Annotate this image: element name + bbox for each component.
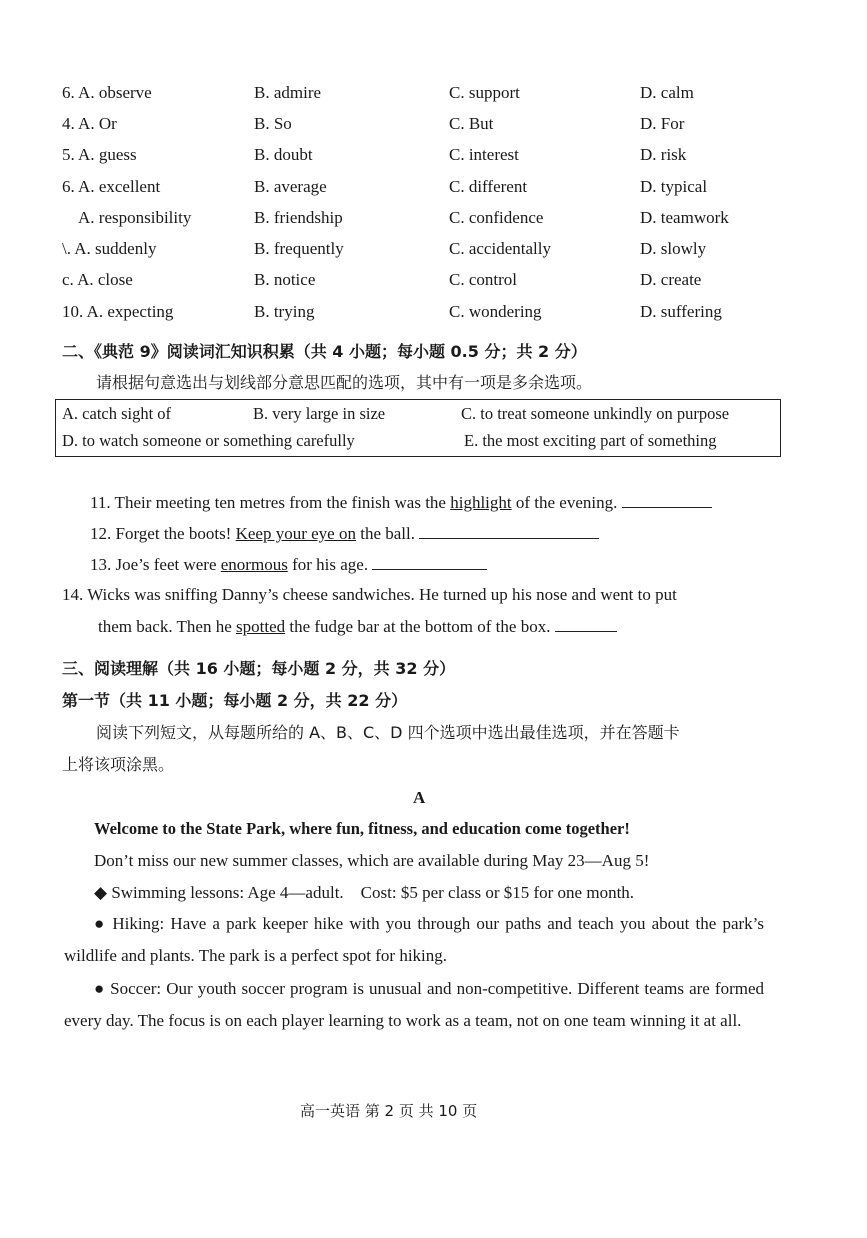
- option-row-10: [62, 299, 782, 325]
- option-c: C. different: [449, 177, 528, 196]
- question-text: 13. Joe’s feet were: [90, 555, 221, 574]
- option-a: 5. A. guess: [62, 145, 137, 164]
- question-text: 11. Their meeting ten metres from the finish was the: [90, 493, 451, 512]
- question-text: the ball.: [355, 524, 415, 543]
- passage-swimming: ◆ Swimming lessons: Age 4—adult. Cost: $5 per class or $15 for one month.: [94, 883, 635, 902]
- option-b: B. friendship: [254, 208, 343, 227]
- word-bank-d: D. to watch someone or something carefully: [62, 431, 355, 450]
- option-a: 10. A. expecting: [62, 302, 174, 321]
- option-row-8: [62, 236, 782, 262]
- section-3-heading: 三、阅读理解（共 16 小题；每小题 2 分，共 32 分）: [62, 659, 456, 678]
- option-c: C. control: [449, 270, 517, 289]
- page-footer: 高一英语 第 2 页 共 10 页: [300, 1102, 478, 1120]
- option-b: B. average: [254, 177, 327, 196]
- answer-blank[interactable]: [555, 613, 617, 632]
- word-bank-b: B. very large in size: [253, 404, 386, 423]
- option-b: B. doubt: [254, 145, 313, 164]
- word-bank-box: [55, 399, 781, 457]
- option-d: D. risk: [640, 145, 687, 164]
- question-text: them back. Then he: [98, 617, 237, 636]
- underlined-word: Keep your eye on: [235, 524, 356, 543]
- question-14-line-1: 14. Wicks was sniffing Danny’s cheese sandwiches. He turned up his nose and went to put: [62, 585, 677, 604]
- passage-title: Welcome to the State Park, where fun, fitness, and education come together!: [94, 819, 630, 838]
- option-a: 6. A. observe: [62, 83, 152, 102]
- option-a: c. A. close: [62, 270, 133, 289]
- option-row-4: [62, 111, 782, 137]
- question-13: [90, 551, 487, 578]
- option-c: C. interest: [449, 145, 519, 164]
- option-d: D. create: [640, 270, 702, 289]
- question-text: for his age.: [287, 555, 369, 574]
- option-d: D. teamwork: [640, 208, 729, 227]
- answer-blank[interactable]: [622, 489, 712, 508]
- option-d: D. slowly: [640, 239, 707, 258]
- option-row-3: [62, 80, 782, 106]
- section-3-subheading: 第一节（共 11 小题；每小题 2 分，共 22 分）: [62, 691, 408, 710]
- option-d: D. suffering: [640, 302, 722, 321]
- option-c: C. wondering: [449, 302, 542, 321]
- word-bank-e: E. the most exciting part of something: [464, 431, 717, 450]
- question-text: the fudge bar at the bottom of the box.: [285, 617, 551, 636]
- option-row-5: [62, 142, 782, 168]
- option-a: 6. A. excellent: [62, 177, 161, 196]
- option-b: B. frequently: [254, 239, 344, 258]
- question-11: [90, 489, 712, 516]
- section-3-instruction-1: 阅读下列短文，从每题所给的 A、B、C、D 四个选项中选出最佳选项，并在答题卡: [96, 723, 680, 742]
- passage-soccer: ● Soccer: Our youth soccer program is unusual and non-competitive. Different teams are formed every day. The focus is on each player learning to work as a team, not on one team winning it at all.: [64, 979, 764, 1030]
- option-row-6: [62, 174, 782, 200]
- passage-intro: Don’t miss our new summer classes, which are available during May 23—Aug 5!: [94, 851, 650, 870]
- section-2-instruction: 请根据句意选出与划线部分意思匹配的选项，其中有一项是多余选项。: [96, 373, 593, 392]
- word-bank-c: C. to treat someone unkindly on purpose: [461, 404, 730, 423]
- passage-hiking: ● Hiking: Have a park keeper hike with you through our paths and teach you about the park’s wildlife and plants. The park is a perfect spot for hiking.: [64, 914, 764, 965]
- option-row-7: [62, 205, 782, 231]
- option-a: A. responsibility: [78, 208, 192, 227]
- option-d: D. calm: [640, 83, 694, 102]
- option-d: D. For: [640, 114, 685, 133]
- option-b: B. notice: [254, 270, 316, 289]
- option-a: 4. A. Or: [62, 114, 117, 133]
- passage-letter: A: [413, 788, 426, 807]
- word-bank-a: A. catch sight of: [62, 404, 172, 423]
- option-a: \. A. suddenly: [62, 239, 157, 258]
- option-c: C. accidentally: [449, 239, 551, 258]
- question-text: 12. Forget the boots!: [90, 524, 236, 543]
- option-d: D. typical: [640, 177, 708, 196]
- answer-blank[interactable]: [372, 551, 487, 570]
- option-c: C. But: [449, 114, 494, 133]
- option-b: B. admire: [254, 83, 322, 102]
- underlined-word: highlight: [450, 493, 512, 512]
- option-b: B. So: [254, 114, 292, 133]
- question-12: [90, 520, 599, 547]
- option-c: C. support: [449, 83, 520, 102]
- underlined-word: spotted: [236, 617, 286, 636]
- question-14-line-2: [98, 613, 617, 640]
- option-row-9: [62, 267, 782, 293]
- underlined-word: enormous: [220, 555, 288, 574]
- question-text: of the evening.: [511, 493, 618, 512]
- section-2-heading: 二、《典范 9》阅读词汇知识积累（共 4 小题；每小题 0.5 分；共 2 分）: [62, 342, 587, 361]
- answer-blank[interactable]: [419, 520, 599, 539]
- section-3-instruction-2: 上将该项涂黑。: [62, 755, 175, 774]
- option-b: B. trying: [254, 302, 315, 321]
- option-c: C. confidence: [449, 208, 544, 227]
